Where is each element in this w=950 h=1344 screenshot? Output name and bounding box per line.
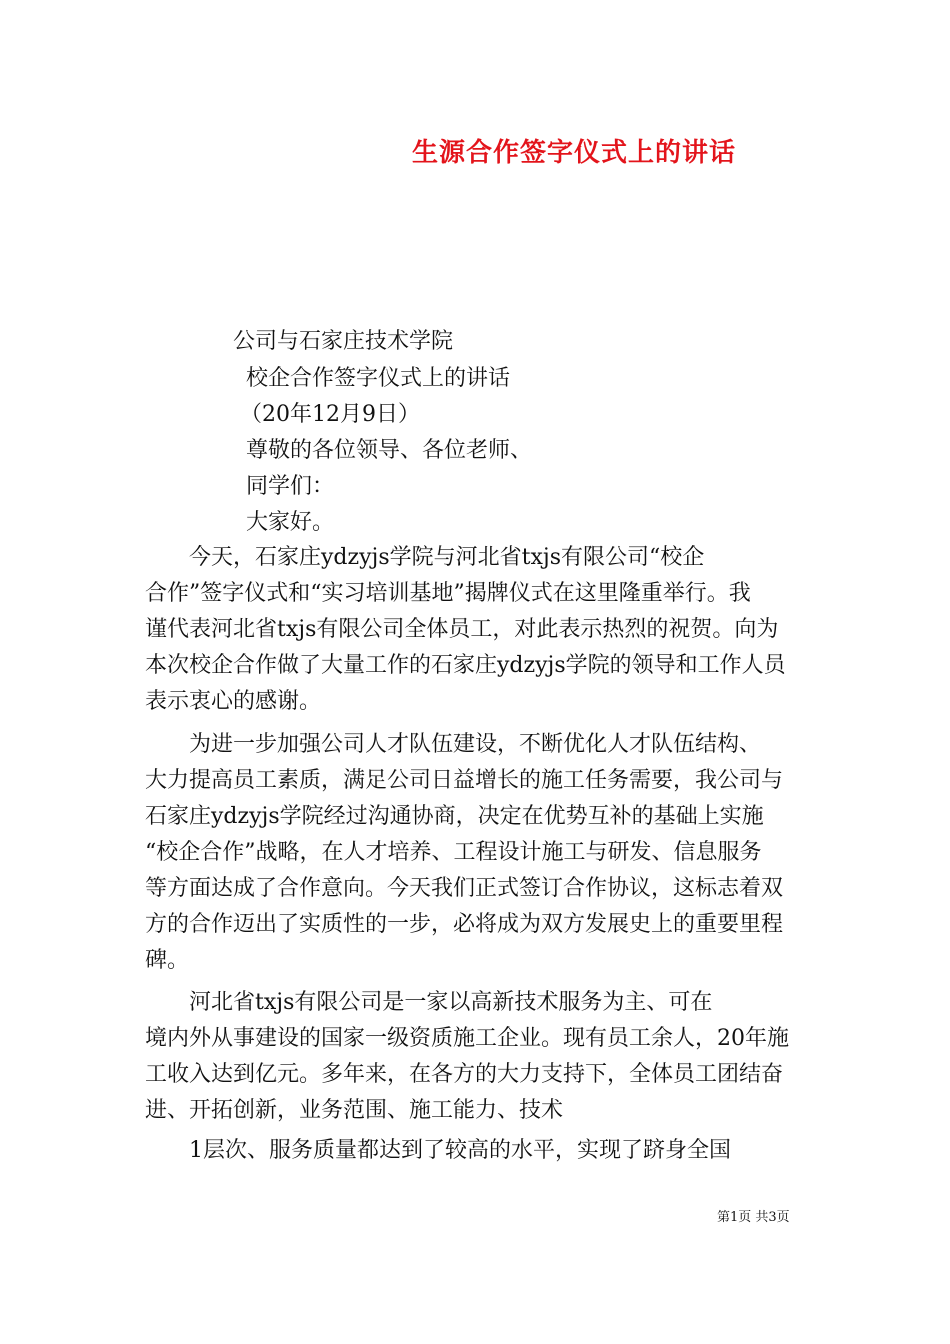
paragraph-3 xyxy=(145,985,809,1129)
paragraph-line: 碑。 xyxy=(145,948,190,973)
document-title: 生源合作签字仪式上的讲话 xyxy=(412,138,737,168)
paragraph-line: 石家庄ydzyjs学院经过沟通协商，决定在优势互补的基础上实施 xyxy=(145,804,764,829)
paragraph-line: 大力提高员工素质，满足公司日益增长的施工任务需要，我公司与 xyxy=(145,768,784,793)
header-line-salutation: 尊敬的各位领导、各位老师、 xyxy=(246,438,533,463)
header-line-organization: 公司与石家庄技术学院 xyxy=(233,329,454,354)
paragraph-line: 1层次、服务质量都达到了较高的水平，实现了跻身全国 xyxy=(145,1138,731,1163)
paragraph-4 xyxy=(145,1133,809,1169)
header-line-salutation-cont: 同学们： xyxy=(246,474,335,499)
paragraph-line: 今天，石家庄ydzyjs学院与河北省txjs有限公司“校企 xyxy=(145,545,705,570)
header-line-date: （20年12月9日） xyxy=(240,402,420,427)
paragraph-line: 合作”签字仪式和“实习培训基地”揭牌仪式在这里隆重举行。我 xyxy=(145,581,751,606)
paragraph-line: 工收入达到亿元。多年来，在各方的大力支持下，全体员工团结奋 xyxy=(145,1062,784,1087)
paragraph-line: 表示衷心的感谢。 xyxy=(145,689,322,714)
paragraph-line: 等方面达成了合作意向。今天我们正式签订合作协议，这标志着双 xyxy=(145,876,784,901)
header-line-subtitle: 校企合作签字仪式上的讲话 xyxy=(246,366,511,391)
paragraph-line: “校企合作”战略，在人才培养、工程设计施工与研发、信息服务 xyxy=(145,840,762,865)
paragraph-line: 河北省txjs有限公司是一家以高新技术服务为主、可在 xyxy=(145,990,713,1015)
paragraph-line: 境内外从事建设的国家一级资质施工企业。现有员工余人，20年施 xyxy=(145,1026,789,1051)
paragraph-line: 为进一步加强公司人才队伍建设，不断优化人才队伍结构、 xyxy=(145,732,762,757)
header-line-greeting: 大家好。 xyxy=(246,510,335,535)
paragraph-1 xyxy=(145,540,809,720)
paragraph-line: 谨代表河北省txjs有限公司全体员工，对此表示热烈的祝贺。向为 xyxy=(145,617,779,642)
page-number-footer: 第1页 共3页 xyxy=(717,1210,790,1225)
paragraph-2 xyxy=(145,727,809,979)
paragraph-line: 方的合作迈出了实质性的一步，必将成为双方发展史上的重要里程 xyxy=(145,912,784,937)
paragraph-line: 进、开拓创新，业务范围、施工能力、技术 xyxy=(145,1098,564,1123)
paragraph-line: 本次校企合作做了大量工作的石家庄ydzyjs学院的领导和工作人员 xyxy=(145,653,786,678)
